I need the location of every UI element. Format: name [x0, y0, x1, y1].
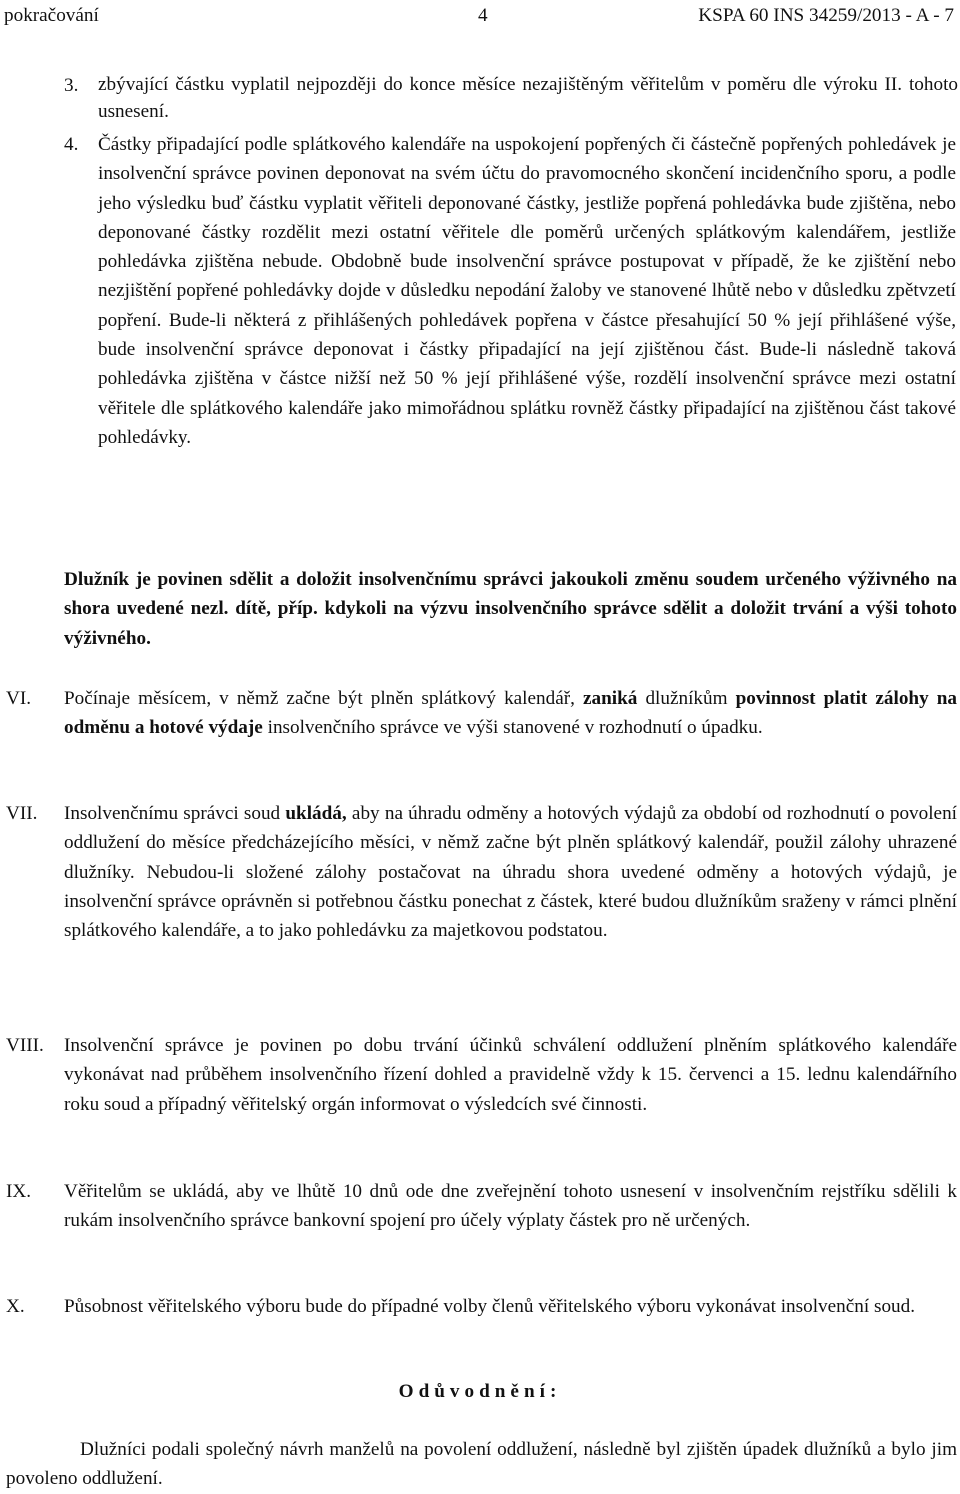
- page-header: [4, 2, 954, 32]
- item-3-number: 3.: [64, 75, 79, 96]
- section-vi-part-c: dlužníkům: [645, 688, 728, 709]
- section-x-text: Působnost věřitelského výboru bude do případné volby členů věřitelského výboru vykonávat insolvenční soud.: [64, 1296, 916, 1317]
- section-ix-text: Věřitelům se ukládá, aby ve lhůtě 10 dnů ode dne zveřejnění tohoto usnesení v insolvenčním rejstříku sdělili k rukám insolvenčního správce bankovní spojení pro účely výplaty částek pro ně určených.: [64, 1181, 957, 1232]
- section-vii-part-a: Insolvenčnímu správci soud: [64, 803, 281, 824]
- section-vi-text: [64, 684, 957, 743]
- section-vi-number: VI.: [6, 688, 32, 709]
- section-vi-obligation: povinnost platit zálohy na odměnu a hotové výdaje: [64, 688, 957, 739]
- section-vi-part-e: insolvenčního správce ve výši stanovené v rozhodnutí o úpadku.: [267, 717, 763, 739]
- item-3-text: zbývající částku vyplatil nejpozději do konce měsíce nezajištěným věřitelům v poměru dle výroku II. tohoto usnesení.: [98, 74, 958, 122]
- section-viii-number: VIII.: [6, 1035, 44, 1056]
- section-vi-zanika: zaniká: [582, 688, 638, 709]
- section-vii-number: VII.: [6, 803, 38, 824]
- reasoning-paragraph: Dlužníci podali společný návrh manželů na povolení oddlužení, následně byl zjištěn úpadek dlužníků a bylo jim povoleno oddlužení.: [6, 1439, 957, 1490]
- header-case-number: KSPA 60 INS 34259/2013 - A - 7: [698, 5, 954, 26]
- section-viii-text: Insolvenční správce je povinen po dobu trvání účinků schválení oddlužení plněním splátkového kalendáře vykonávat nad průběhem insolvenčního řízení dohled a pravidelně vždy k 15. červenci a 15. lednu kalendářního roku soud a případný věřitelský orgán informovat o výsledcích své činnosti.: [64, 1035, 957, 1115]
- section-vii-part-c: aby na úhradu odměny a hotových výdajů za období od rozhodnutí o povolení oddlužení do měsíce předcházejícího měsíci, v němž začne být plněn splátkový kalendář, použil zálohy uhrazené dlužníky. Nebudou-li složené zálohy postačovat na úhradu shora uvedené odměny a hotových výdajů, je insolvenční správce oprávněn si potřebnou částku ponechat z částek, které budou dlužníkům sraženy v rámci plnění splátkového kalendáře, a to jako pohledávku za majetkovou podstatou.: [64, 803, 957, 942]
- maintenance-obligation-paragraph: Dlužník je povinen sdělit a doložit insolvenčnímu správci jakoukoli změnu soudem určeného výživného na shora uvedené nezl. dítě, příp. kdykoli na výzvu insolvenčního správce sdělit a doložit trvání a výši tohoto výživného.: [64, 569, 957, 649]
- item-4-number: 4.: [64, 134, 79, 155]
- header-continuation: pokračování: [4, 5, 99, 26]
- item-4-text: Částky připadající podle splátkového kalendáře na uspokojení popřených či částečně popřených pohledávek je insolvenční správce povinen deponovat na svém účtu do pravomocného skončení incidenčního sporu, a podle jeho výsledku buď částku vyplatit věřiteli deponované částky, jestliže popřená pohledávka bude zjištěna, nebo deponované částky rozdělit mezi ostatní věřitele dle poměrů určených splátkovým kalendářem, jestliže pohledávka zjištěna nebude. Obdobně bude insolvenční správce postupovat v případě, že ke zjištění nebo nezjištění popřené pohledávky dojde v důsledku nepodání žaloby ve stanovené lhůtě nebo v důsledku zpětvzetí popření. Bude-li některá z přihlášených pohledávek popřena v částce přesahující 50 % její přihlášené výše, bude insolvenční správce deponovat i částky připadající na její zjištěnou část. Bude-li následně taková pohledávka zjištěna v částce nižší než 50 % její přihlášené výše, rozdělí insolvenční správce mezi ostatní věřitele dle splátkového kalendáře jako mimořádnou splátku rovněž částky připadající na zjištěnou část takové pohledávky.: [98, 134, 956, 448]
- section-vi-part-a: Počínaje měsícem, v němž začne být plněn splátkový kalendář,: [64, 688, 575, 709]
- section-vii-text: [64, 799, 957, 945]
- section-x-number: X.: [6, 1296, 25, 1317]
- reasoning-heading: Odůvodnění:: [398, 1381, 562, 1402]
- section-vii-uklada: ukládá,: [285, 803, 347, 824]
- header-page-number: 4: [478, 5, 488, 26]
- section-ix-number: IX.: [6, 1181, 32, 1202]
